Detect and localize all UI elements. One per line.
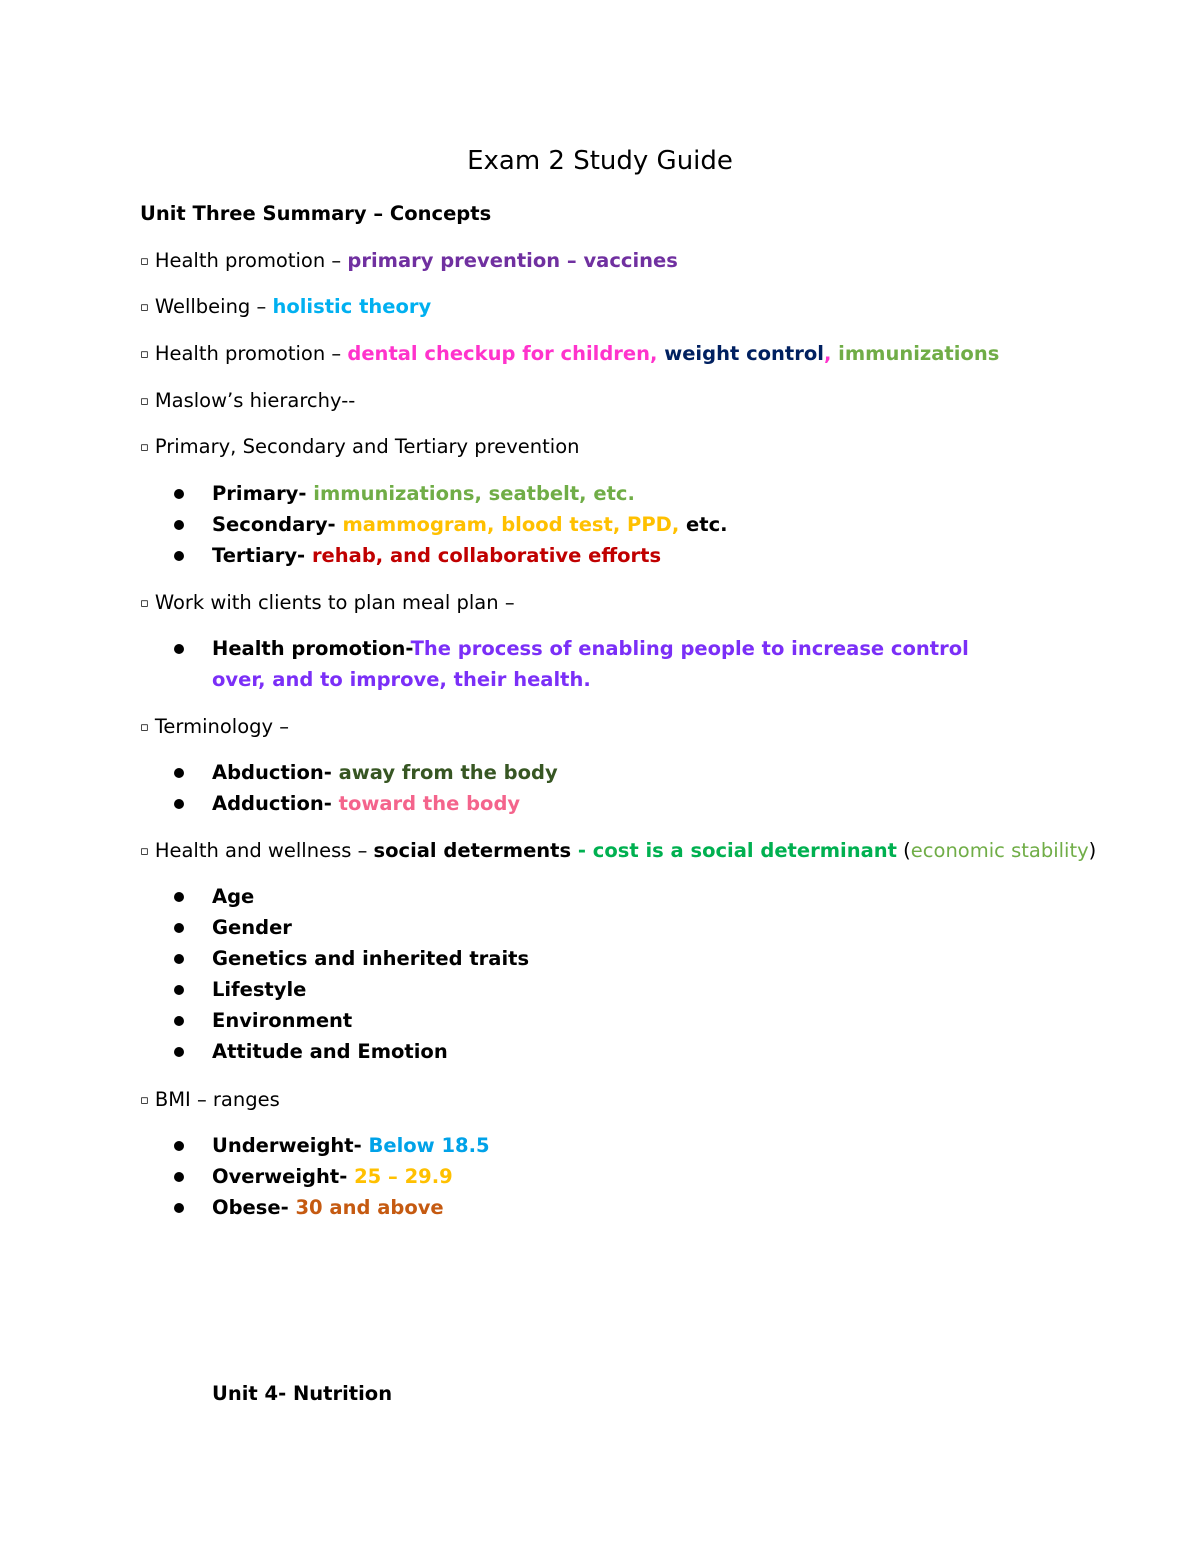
- bullet-suffix: etc.: [679, 513, 728, 536]
- bullet-dot-icon: [174, 644, 184, 654]
- small-square-bullet-icon: ▫: [140, 596, 149, 611]
- item-highlight: dental checkup for children,: [347, 342, 658, 365]
- item-prevention: [140, 431, 1130, 465]
- bullet-term: Adduction-: [212, 792, 339, 815]
- item-health-promotion-2: [140, 338, 1130, 372]
- list-item: [174, 912, 1024, 943]
- list-item: [174, 478, 1024, 509]
- list-item: [174, 1192, 1024, 1223]
- item-highlight: social determents: [373, 839, 572, 862]
- bullet-value: away from the body: [338, 761, 558, 784]
- bullet-term: Gender: [212, 916, 292, 939]
- small-square-bullet-icon: ▫: [140, 300, 149, 315]
- bullet-term: Abduction-: [212, 761, 339, 784]
- list-item: [174, 881, 1024, 912]
- item-terminology: [140, 711, 1130, 745]
- item-separator: ): [1088, 839, 1097, 862]
- bullet-dot-icon: [174, 892, 184, 902]
- item-separator: ,: [823, 342, 832, 365]
- bullet-value: immunizations, seatbelt, etc.: [313, 482, 635, 505]
- item-label: Maslow’s hierarchy--: [154, 389, 356, 412]
- item-meal-plan: [140, 587, 1130, 621]
- bullet-term: Attitude and Emotion: [212, 1040, 448, 1063]
- item-label: BMI – ranges: [154, 1088, 280, 1111]
- bullet-term: Underweight-: [212, 1134, 369, 1157]
- list-item: [174, 974, 1024, 1005]
- bullet-value: rehab, and collaborative efforts: [311, 544, 662, 567]
- item-separator: –: [560, 249, 584, 272]
- small-square-bullet-icon: ▫: [140, 440, 149, 455]
- item-wellbeing: [140, 291, 1130, 325]
- list-item: [174, 509, 1024, 540]
- item-label: Work with clients to plan meal plan –: [154, 591, 515, 614]
- small-square-bullet-icon: ▫: [140, 844, 149, 859]
- list-item: [174, 1036, 1024, 1067]
- item-highlight: holistic theory: [272, 295, 432, 318]
- item-separator: (: [896, 839, 911, 862]
- document-title: Exam 2 Study Guide: [467, 146, 733, 176]
- item-label: Health promotion –: [154, 249, 348, 272]
- bullet-term: Health promotion-: [212, 637, 411, 660]
- bullet-dot-icon: [174, 985, 184, 995]
- item-highlight: weight control: [657, 342, 824, 365]
- item-maslow: [140, 385, 1130, 419]
- list-item: [174, 1005, 1024, 1036]
- item-highlight: immunizations: [831, 342, 1000, 365]
- list-item: [174, 1161, 1024, 1192]
- item-label: Terminology –: [154, 715, 289, 738]
- small-square-bullet-icon: ▫: [140, 720, 149, 735]
- item-label: Primary, Secondary and Tertiary prevention: [154, 435, 580, 458]
- item-bmi: [140, 1084, 1130, 1118]
- bullet-term: Environment: [212, 1009, 353, 1032]
- list-item: [174, 943, 1024, 974]
- unit3-heading: Unit Three Summary – Concepts: [140, 202, 492, 225]
- unit4-heading: Unit 4- Nutrition: [212, 1382, 393, 1405]
- bullet-dot-icon: [174, 799, 184, 809]
- bullet-dot-icon: [174, 1203, 184, 1213]
- list-item: [174, 540, 1024, 571]
- item-health-promotion-1: [140, 245, 1130, 279]
- small-square-bullet-icon: ▫: [140, 1093, 149, 1108]
- bullet-dot-icon: [174, 489, 184, 499]
- list-item: [174, 757, 1024, 788]
- bullet-dot-icon: [174, 1172, 184, 1182]
- bullet-value: toward the body: [338, 792, 521, 815]
- item-highlight: vaccines: [583, 249, 678, 272]
- bullet-dot-icon: [174, 768, 184, 778]
- bullet-term: Overweight-: [212, 1165, 355, 1188]
- bullet-dot-icon: [174, 551, 184, 561]
- bullet-value: The process of enabling people to increase control over, and to improve, their health.: [212, 637, 969, 691]
- item-label: Wellbeing –: [154, 295, 273, 318]
- bullet-dot-icon: [174, 1047, 184, 1057]
- bullet-term: Secondary-: [212, 513, 343, 536]
- list-item: [174, 788, 1024, 819]
- item-separator: -: [571, 839, 593, 862]
- bullet-value: 30 and above: [295, 1196, 444, 1219]
- bullet-dot-icon: [174, 1141, 184, 1151]
- list-item: [174, 1130, 1024, 1161]
- item-highlight: economic stability: [910, 839, 1089, 862]
- item-highlight: primary prevention: [347, 249, 561, 272]
- bullet-term: Tertiary-: [212, 544, 312, 567]
- bullet-dot-icon: [174, 520, 184, 530]
- bullet-value: 25 – 29.9: [354, 1165, 453, 1188]
- bullet-dot-icon: [174, 954, 184, 964]
- item-highlight: cost is a social determinant: [592, 839, 897, 862]
- bullet-value: Below 18.5: [368, 1134, 490, 1157]
- small-square-bullet-icon: ▫: [140, 394, 149, 409]
- bullet-value: mammogram, blood test, PPD,: [342, 513, 680, 536]
- bullet-term: Lifestyle: [212, 978, 307, 1001]
- bullet-term: Age: [212, 885, 255, 908]
- item-label: Health promotion –: [154, 342, 348, 365]
- bullet-term: Obese-: [212, 1196, 296, 1219]
- small-square-bullet-icon: ▫: [140, 347, 149, 362]
- bullet-term: Primary-: [212, 482, 314, 505]
- item-label: Health and wellness –: [154, 839, 374, 862]
- list-item: [174, 633, 1024, 695]
- bullet-term: Genetics and inherited traits: [212, 947, 530, 970]
- small-square-bullet-icon: ▫: [140, 254, 149, 269]
- bullet-dot-icon: [174, 1016, 184, 1026]
- item-health-wellness: [140, 835, 1130, 869]
- bullet-dot-icon: [174, 923, 184, 933]
